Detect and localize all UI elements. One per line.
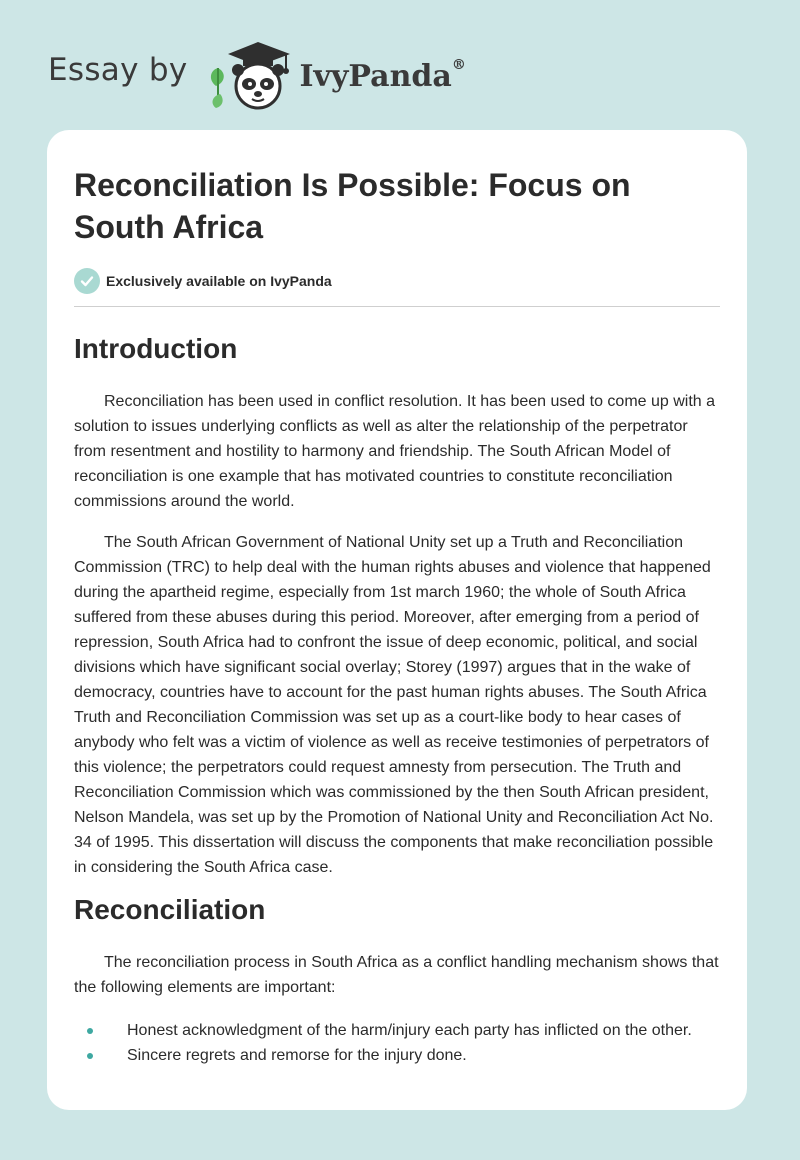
title-divider bbox=[74, 306, 720, 307]
article-card bbox=[47, 130, 747, 1110]
brand-name[interactable]: IvyPanda® bbox=[299, 56, 466, 94]
exclusive-label: Exclusively available on IvyPanda bbox=[106, 273, 332, 289]
check-circle-icon bbox=[74, 268, 100, 294]
paragraph: Reconciliation has been used in conflict resolution. It has been used to come up with a solution to issues underlying conflicts as well as alter the relationship of the perpetrator from resentment and hostility to harmony and friendship. The South African Model of reconciliation is one example that has motivated countries to constitute reconciliation commissions around the world. bbox=[74, 393, 716, 510]
paragraph: The South African Government of National Unity set up a Truth and Reconciliation Commission (TRC) to help deal with the human rights abuses and violence that happened during the apartheid regime, especially from 1st march 1960; the whole of South Africa suffered from these abuses during this period. Moreover, after emerging from a period of repression, South Africa had to confront the issue of deep economic, political, and social divisions which have significant social overlay; Storey (1997) argues that in the wake of democracy, countries have to account for the past human rights abuses. The South Africa Truth and Reconciliation Commission was set up as a court-like body to hear cases of anybody who felt was a victim of violence as well as receive testimonies of perpetrators of this violence; the perpetrators could request amnesty from persecution. The Truth and Reconciliation Commission which was commissioned by the then South African president, Nelson Mandela, was set up by the Promotion of National Unity and Reconciliation Act No. 34 of 1995. This dissertation will discuss the components that make reconciliation possible in considering the South Africa case. bbox=[74, 534, 714, 876]
bullet-list bbox=[74, 1018, 720, 1068]
section-heading-reconciliation: Reconciliation bbox=[74, 894, 266, 925]
registered-mark: ® bbox=[451, 56, 466, 73]
essay-by-label: Essay by bbox=[48, 52, 188, 88]
list-item: Honest acknowledgment of the harm/injury each party has inflicted on the other. bbox=[74, 1018, 720, 1043]
section-heading-introduction: Introduction bbox=[74, 333, 238, 364]
paragraph: The reconciliation process in South Africa as a conflict handling mechanism shows that the following elements are important: bbox=[74, 954, 719, 996]
site-header bbox=[48, 34, 466, 114]
bullet-dot-icon bbox=[87, 1028, 93, 1034]
page-title: Reconciliation Is Possible: Focus on South Africa bbox=[74, 167, 631, 245]
panda-graduate-logo-icon[interactable] bbox=[206, 36, 296, 112]
bullet-dot-icon bbox=[87, 1053, 93, 1059]
list-item: Sincere regrets and remorse for the injury done. bbox=[74, 1043, 720, 1068]
exclusive-badge bbox=[74, 268, 720, 294]
